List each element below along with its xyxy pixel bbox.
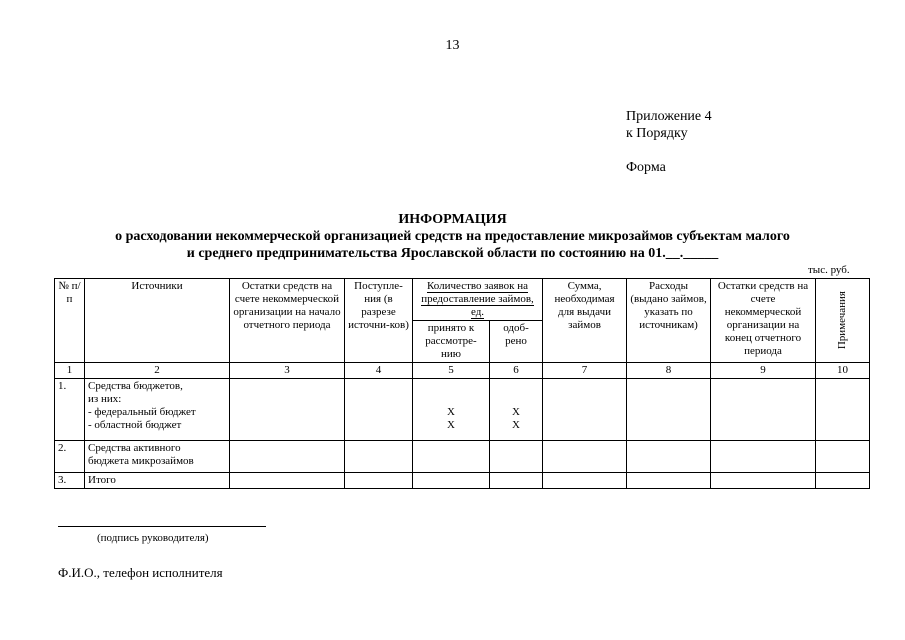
cell — [711, 379, 816, 441]
cell — [230, 379, 345, 441]
header-amount-needed: Сумма, необходимая для выдачи займов — [543, 279, 627, 363]
page-number: 13 — [445, 38, 460, 53]
title-line-2: и среднего предпринимательства Ярославской области по состоянию на 01.__._____ — [186, 246, 719, 261]
source-line: - областной бюджет — [88, 419, 182, 431]
appendix-title: Приложение 4 — [626, 109, 712, 124]
source-line: Средства активного — [88, 442, 181, 454]
row-source — [85, 379, 230, 441]
col-number: 1 — [55, 363, 85, 379]
title-line-1: о расходовании некоммерческой организацией средств на предоставление микрозаймов субъектам малого — [115, 229, 790, 244]
x-mark: Х — [512, 406, 520, 418]
title-heading: ИНФОРМАЦИЯ — [398, 212, 507, 227]
cell — [230, 441, 345, 473]
col-number: 7 — [543, 363, 627, 379]
col-number: 4 — [345, 363, 413, 379]
cell — [230, 473, 345, 489]
row-num: 3. — [55, 473, 85, 489]
cell — [345, 473, 413, 489]
cell — [490, 473, 543, 489]
col-number: 8 — [627, 363, 711, 379]
header-balance-end: Остатки средств на счете некоммерческой организации на конец отчетного периода — [711, 279, 816, 363]
header-notes — [816, 279, 870, 363]
source-line: из них: — [88, 393, 122, 405]
table-row — [55, 379, 870, 441]
cell — [816, 473, 870, 489]
cell — [627, 473, 711, 489]
cell — [345, 379, 413, 441]
row-source: Итого — [85, 473, 230, 489]
cell — [490, 441, 543, 473]
cell — [816, 441, 870, 473]
report-table — [54, 278, 870, 489]
cell — [345, 441, 413, 473]
contact-info: Ф.И.О., телефон исполнителя — [58, 565, 223, 580]
source-line: - федеральный бюджет — [88, 406, 196, 418]
col-number: 6 — [490, 363, 543, 379]
cell — [816, 379, 870, 441]
units-label: тыс. руб. — [808, 264, 850, 276]
source-line: бюджета микрозаймов — [88, 455, 194, 467]
cell — [543, 379, 627, 441]
cell — [543, 473, 627, 489]
col-number: 10 — [816, 363, 870, 379]
cell — [413, 473, 490, 489]
cell — [711, 441, 816, 473]
col-number: 3 — [230, 363, 345, 379]
cell — [543, 441, 627, 473]
appendix-reference: к Порядку — [626, 126, 688, 141]
row-num: 1. — [55, 379, 85, 441]
header-sources: Источники — [85, 279, 230, 363]
header-expenses: Расходы (выдано займов, указать по источникам) — [627, 279, 711, 363]
header-applications — [413, 279, 543, 321]
header-notes-label: Примечания — [836, 291, 849, 350]
signature-caption: (подпись руководителя) — [97, 532, 209, 544]
cell — [627, 441, 711, 473]
header-applications-label: Количество заявок на предоставление займов, ед. — [421, 280, 534, 318]
appendix-block — [626, 108, 712, 176]
row-num: 2. — [55, 441, 85, 473]
header-receipts: Поступле-ния (в разрезе источни-ков) — [345, 279, 413, 363]
row-source — [85, 441, 230, 473]
col-number: 5 — [413, 363, 490, 379]
cell — [627, 379, 711, 441]
x-mark: Х — [447, 406, 455, 418]
header-approved: одоб-рено — [490, 321, 543, 363]
header-num: № п/п — [55, 279, 85, 363]
header-balance-start: Остатки средств на счете некоммерческой организации на начало отчетного периода — [230, 279, 345, 363]
x-mark: Х — [512, 419, 520, 431]
x-mark: Х — [447, 419, 455, 431]
source-line: Средства бюджетов, — [88, 380, 183, 392]
table-row — [55, 441, 870, 473]
cell-approved — [490, 379, 543, 441]
table-row — [55, 473, 870, 489]
signature-line — [58, 526, 266, 527]
col-number: 2 — [85, 363, 230, 379]
cell-accepted — [413, 379, 490, 441]
form-label: Форма — [626, 160, 666, 175]
header-accepted: принято к рассмотре-нию — [413, 321, 490, 363]
header-row — [55, 279, 870, 321]
cell — [413, 441, 490, 473]
cell — [711, 473, 816, 489]
column-number-row — [55, 363, 870, 379]
col-number: 9 — [711, 363, 816, 379]
document-title — [0, 211, 905, 262]
